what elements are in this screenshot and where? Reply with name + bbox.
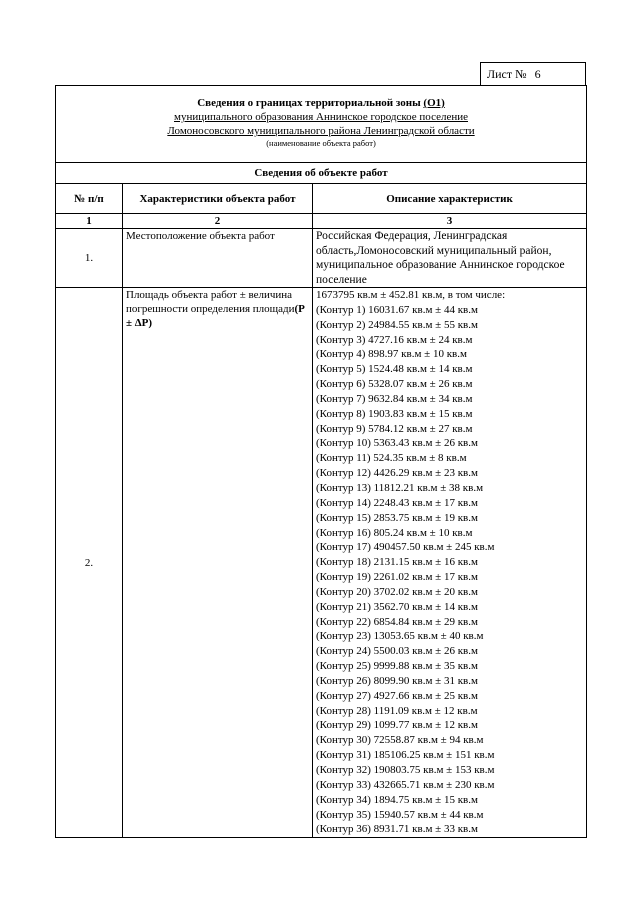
contour-area-line: (Контур 34) 1894.75 кв.м ± 15 кв.м	[316, 793, 478, 806]
area-label: Площадь объекта работ ± величина погрешности определения площади	[126, 289, 295, 315]
column-number-3: 3	[313, 214, 587, 229]
municipality-line: муниципального образования Аннинское городское поселение	[174, 111, 468, 123]
work-object-table	[55, 85, 587, 838]
contour-area-line: (Контур 19) 2261.02 кв.м ± 17 кв.м	[316, 571, 478, 584]
column-number-1: 1	[56, 214, 123, 229]
contour-area-line: (Контур 2) 24984.55 кв.м ± 55 кв.м	[316, 318, 478, 331]
row-characteristic	[123, 288, 313, 838]
contour-area-line: (Контур 14) 2248.43 кв.м ± 17 кв.м	[316, 496, 478, 509]
contour-area-line: (Контур 28) 1191.09 кв.м ± 12 кв.м	[316, 704, 478, 717]
contour-area-line: (Контур 8) 1903.83 кв.м ± 15 кв.м	[316, 407, 473, 420]
contour-area-line: (Контур 10) 5363.43 кв.м ± 26 кв.м	[316, 437, 478, 450]
column-number-2: 2	[123, 214, 313, 229]
contour-area-line: (Контур 4) 898.97 кв.м ± 10 кв.м	[316, 348, 467, 361]
section-heading: Сведения об объекте работ	[56, 163, 587, 184]
contour-area-line: (Контур 25) 9999.88 кв.м ± 35 кв.м	[316, 660, 478, 673]
contour-area-line: (Контур 29) 1099.77 кв.м ± 12 кв.м	[316, 719, 478, 732]
contour-area-line: (Контур 15) 2853.75 кв.м ± 19 кв.м	[316, 511, 478, 524]
contour-area-line: (Контур 11) 524.35 кв.м ± 8 кв.м	[316, 452, 467, 465]
contour-area-line: (Контур 32) 190803.75 кв.м ± 153 кв.м	[316, 764, 495, 776]
area-formula: (P ± ΔP)	[126, 303, 305, 329]
table-row	[56, 288, 587, 838]
column-header-description: Описание характеристик	[313, 184, 587, 214]
contour-area-line: (Контур 21) 3562.70 кв.м ± 14 кв.м	[316, 600, 478, 613]
document-title-block	[56, 86, 587, 163]
total-area-line: 1673795 кв.м ± 452.81 кв.м, в том числе:	[316, 289, 506, 301]
row-characteristic: Местоположение объекта работ	[123, 229, 313, 288]
row-number: 1.	[56, 229, 123, 288]
contour-area-line: (Контур 9) 5784.12 кв.м ± 27 кв.м	[316, 422, 473, 435]
contour-area-line: (Контур 18) 2131.15 кв.м ± 16 кв.м	[316, 556, 478, 569]
district-line: Ломоносовского муниципального района Ленинградской области	[167, 125, 475, 137]
row-description-area-list	[313, 288, 587, 838]
contour-area-line: (Контур 24) 5500.03 кв.м ± 26 кв.м	[316, 645, 478, 658]
column-header-characteristic: Характеристики объекта работ	[123, 184, 313, 214]
row-description: Российская Федерация, Ленинградская область,Ломоносовский муниципальный район, муниципальное образование Аннинское городское поселение	[313, 229, 587, 288]
table-row	[56, 229, 587, 288]
contour-area-line: (Контур 33) 432665.71 кв.м ± 230 кв.м	[316, 778, 495, 791]
contour-area-line: (Контур 22) 6854.84 кв.м ± 29 кв.м	[316, 615, 478, 628]
document-title: Сведения о границах территориальной зоны (О1)	[197, 97, 445, 109]
contour-area-line: (Контур 7) 9632.84 кв.м ± 34 кв.м	[316, 392, 473, 405]
contour-area-line: (Контур 5) 1524.48 кв.м ± 14 кв.м	[316, 363, 473, 376]
contour-area-line: (Контур 1) 16031.67 кв.м ± 44 кв.м	[316, 303, 478, 316]
sheet-number-box	[480, 62, 586, 86]
contour-area-line: (Контур 27) 4927.66 кв.м ± 25 кв.м	[316, 689, 478, 702]
title-caption: (наименование объекта работ)	[266, 138, 376, 148]
contour-area-line: (Контур 26) 8099.90 кв.м ± 31 кв.м	[316, 674, 478, 687]
contour-area-line: (Контур 12) 4426.29 кв.м ± 23 кв.м	[316, 467, 478, 480]
contour-area-line: (Контур 23) 13053.65 кв.м ± 40 кв.м	[316, 630, 484, 643]
contour-area-line: (Контур 30) 72558.87 кв.м ± 94 кв.м	[316, 734, 484, 747]
zone-code: (О1)	[423, 97, 445, 109]
sheet-label: Лист №	[487, 66, 527, 81]
contour-area-line: (Контур 16) 805.24 кв.м ± 10 кв.м	[316, 526, 473, 539]
contour-area-line: (Контур 17) 490457.50 кв.м ± 245 кв.м	[316, 541, 495, 554]
contour-area-line: (Контур 31) 185106.25 кв.м ± 151 кв.м	[316, 749, 495, 762]
row-number: 2.	[56, 288, 123, 838]
contour-area-line: (Контур 35) 15940.57 кв.м ± 44 кв.м	[316, 808, 484, 821]
contour-area-line: (Контур 36) 8931.71 кв.м ± 33 кв.м	[316, 823, 478, 836]
contour-area-line: (Контур 3) 4727.16 кв.м ± 24 кв.м	[316, 333, 473, 346]
contour-area-line: (Контур 13) 11812.21 кв.м ± 38 кв.м	[316, 481, 484, 494]
contour-area-line: (Контур 20) 3702.02 кв.м ± 20 кв.м	[316, 585, 478, 598]
column-header-number: № п/п	[56, 184, 123, 214]
sheet-number: 6	[534, 66, 541, 81]
contour-area-line: (Контур 6) 5328.07 кв.м ± 26 кв.м	[316, 378, 473, 391]
